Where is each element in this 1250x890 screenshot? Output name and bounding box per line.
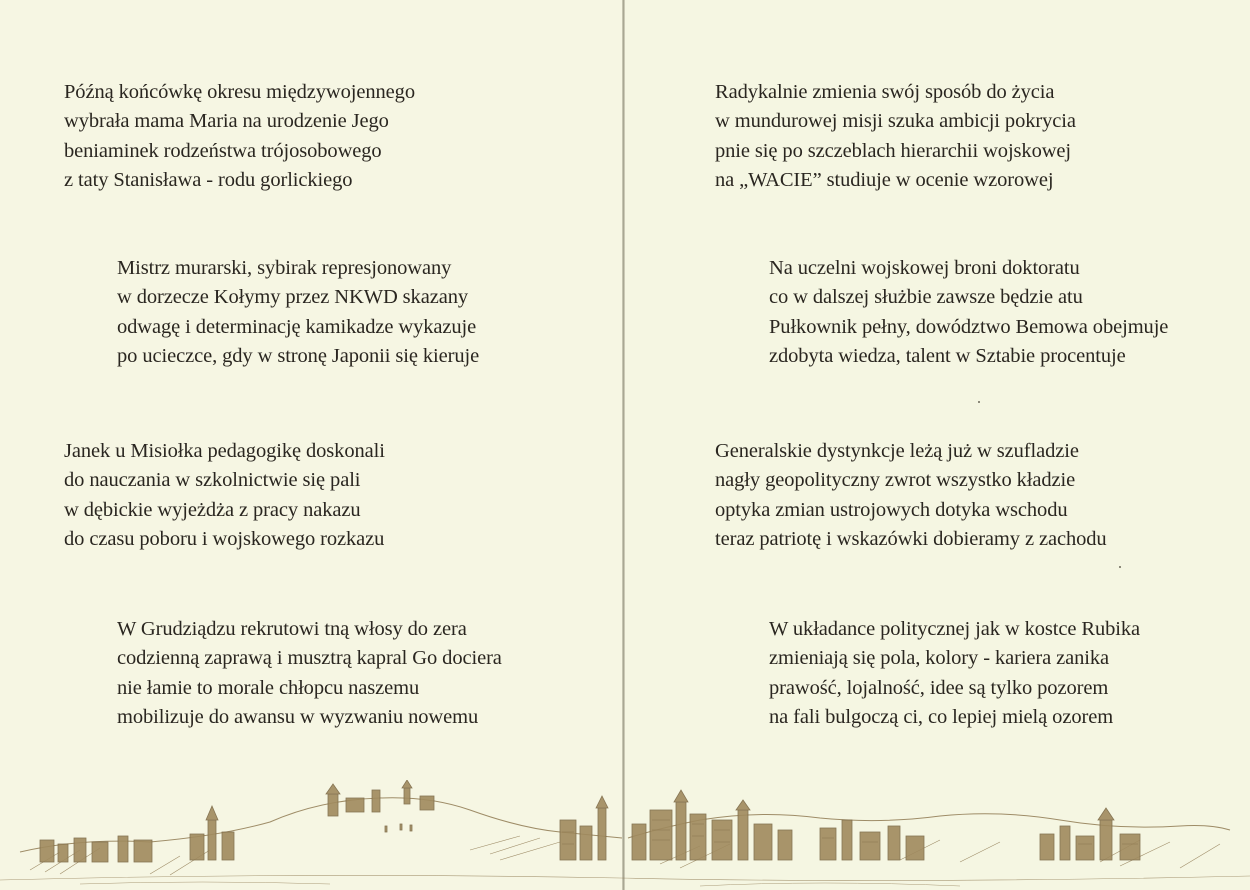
poem-line: teraz patriotę i wskazówki dobieramy z zachodu: [715, 527, 1107, 550]
poem-line: zdobyta wiedza, talent w Sztabie procentuje: [769, 344, 1126, 367]
right-stanza-1: [715, 78, 1076, 195]
scan-speck: [978, 401, 980, 403]
poem-line: na fali bulgoczą ci, co lepiej mielą ozorem: [769, 705, 1114, 728]
right-stanza-4: [769, 615, 1140, 732]
poem-line: wybrała mama Maria na urodzenie Jego: [64, 110, 389, 133]
poem-line: zmieniają się pola, kolory - kariera zanika: [769, 647, 1110, 670]
page-fold: [622, 0, 625, 890]
poem-line: Późną końcówkę okresu międzywojennego: [64, 81, 415, 103]
poem-line: do nauczania w szkolnictwie się pali: [64, 469, 361, 492]
poem-line: Generalskie dystynkcje leżą już w szufladzie: [715, 440, 1079, 462]
left-stanza-4: [117, 615, 502, 732]
left-stanza-2: [117, 254, 479, 371]
poem-line: prawość, lojalność, idee są tylko pozorem: [769, 676, 1109, 699]
poem-line: Pułkownik pełny, dowództwo Bemowa obejmuje: [769, 315, 1169, 338]
poem-line: Na uczelni wojskowej broni doktoratu: [769, 257, 1080, 279]
poem-line: W Grudziądzu rekrutowi tną włosy do zera: [117, 618, 467, 640]
right-stanza-3: [715, 437, 1107, 554]
poem-line: co w dalszej służbie zawsze będzie atu: [769, 286, 1083, 309]
poem-line: mobilizuje do awansu w wyzwaniu nowemu: [117, 705, 479, 728]
poem-line: nie łamie to morale chłopcu naszemu: [117, 676, 420, 699]
poem-line: Janek u Misiołka pedagogikę doskonali: [64, 440, 385, 462]
right-stanza-2: [769, 254, 1168, 371]
left-stanza-3: [64, 437, 385, 554]
poem-line: odwagę i determinację kamikadze wykazuje: [117, 315, 477, 338]
left-stanza-1: [64, 78, 415, 195]
poem-line: z taty Stanisława - rodu gorlickiego: [64, 168, 353, 191]
poem-line: W układance politycznej jak w kostce Rubika: [769, 618, 1141, 640]
poem-line: po ucieczce, gdy w stronę Japonii się kieruje: [117, 344, 480, 367]
poem-line: codzienną zaprawą i musztrą kapral Go dociera: [117, 647, 502, 670]
poem-line: nagły geopolityczny zwrot wszystko kładzie: [715, 469, 1076, 492]
poem-line: Mistrz murarski, sybirak represjonowany: [117, 257, 452, 279]
poem-line: w dębickie wyjeżdża z pracy nakazu: [64, 498, 361, 521]
poem-line: Radykalnie zmienia swój sposób do życia: [715, 81, 1055, 103]
poem-line: do czasu poboru i wojskowego rozkazu: [64, 527, 385, 550]
poem-line: optyka zmian ustrojowych dotyka wschodu: [715, 498, 1068, 521]
scan-speck: [1119, 566, 1121, 568]
poem-line: pnie się po szczeblach hierarchii wojskowej: [715, 139, 1072, 162]
poem-line: w mundurowej misji szuka ambicji pokrycia: [715, 110, 1076, 133]
poem-line: na „WACIE” studiuje w ocenie wzorowej: [715, 168, 1054, 191]
town-skyline-illustration: [0, 780, 1250, 890]
poem-line: w dorzecze Kołymy przez NKWD skazany: [117, 286, 469, 309]
poem-line: beniaminek rodzeństwa trójosobowego: [64, 139, 382, 162]
